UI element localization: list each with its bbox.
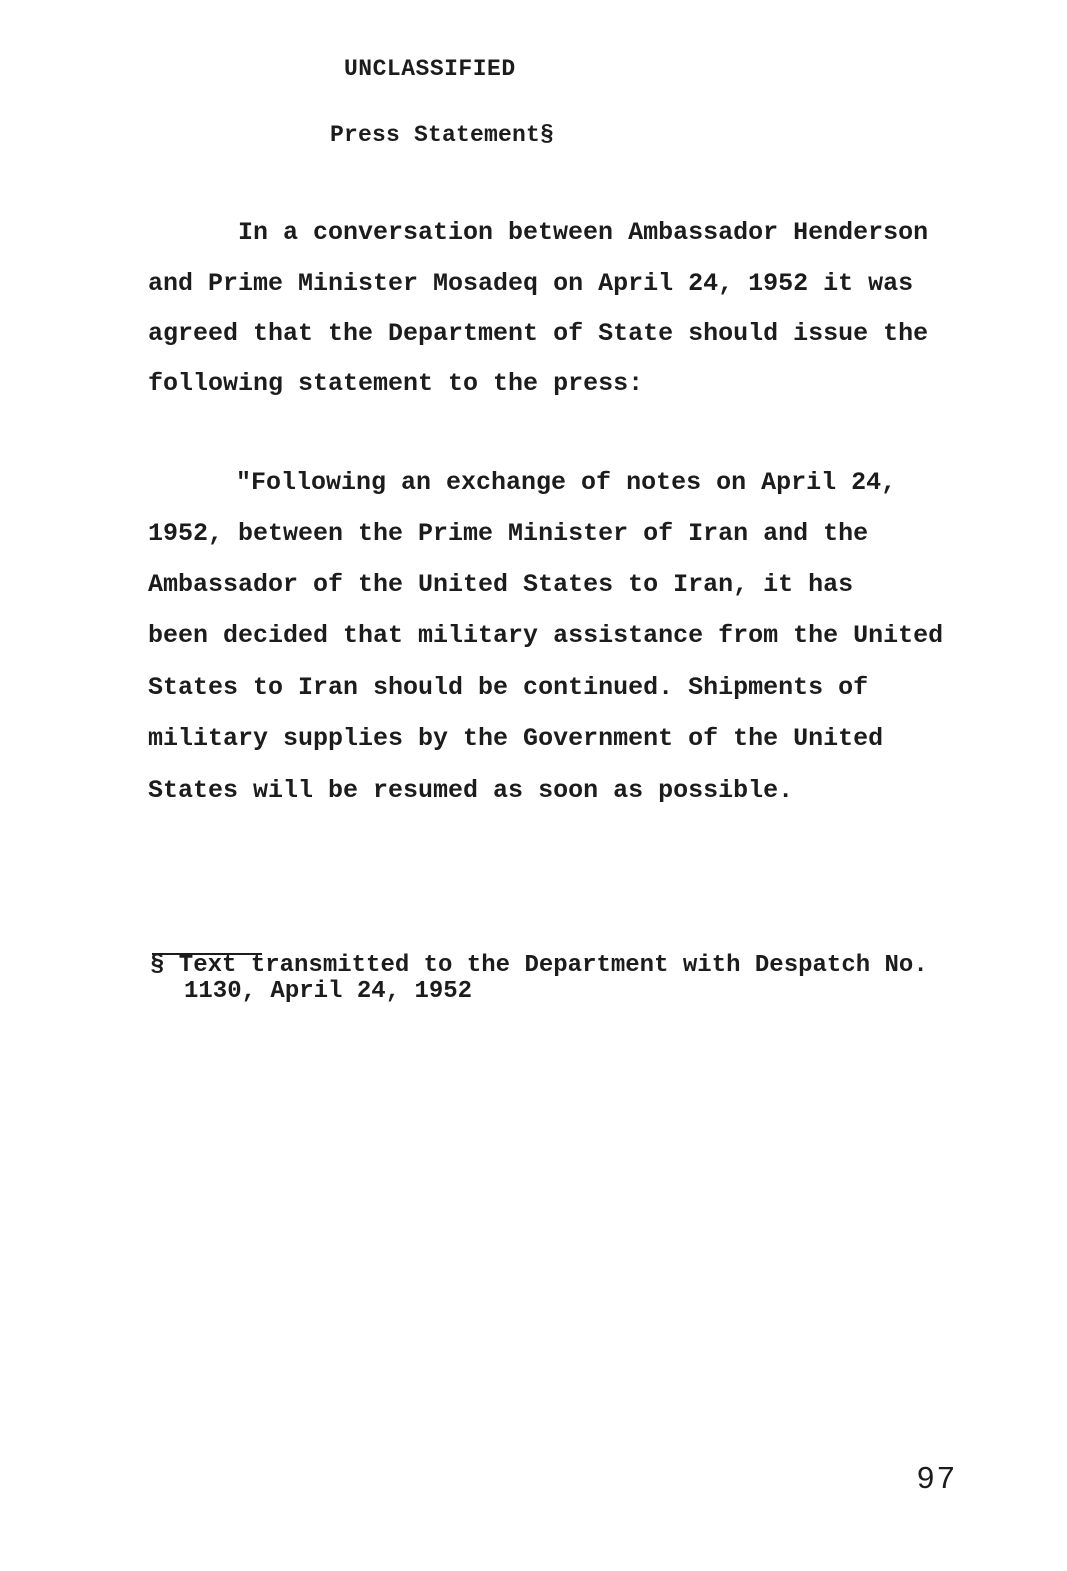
intro-line: In a conversation between Ambassador Henderson	[238, 218, 929, 247]
intro-line: agreed that the Department of State should issue the	[148, 319, 929, 348]
footnote	[150, 953, 928, 1005]
intro-line: and Prime Minister Mosadeq on April 24, 1952 it was	[148, 269, 914, 298]
statement-line: States to Iran should be continued. Shipments of	[148, 673, 869, 702]
statement-line: military supplies by the Government of the United	[148, 724, 884, 753]
footnote-line: § Text transmitted to the Department with Despatch No.	[150, 952, 928, 979]
classification-marking: UNCLASSIFIED	[344, 56, 516, 82]
statement-line: "Following an exchange of notes on April 24,	[236, 468, 897, 497]
footnote-line: 1130, April 24, 1952	[184, 978, 473, 1005]
document-title: Press Statement§	[330, 122, 555, 148]
statement-line: Ambassador of the United States to Iran, it has	[148, 570, 854, 599]
intro-line: following statement to the press:	[148, 369, 644, 398]
statement-line: States will be resumed as soon as possible.	[148, 776, 794, 805]
statement-line: been decided that military assistance from the United	[148, 621, 944, 650]
statement-line: 1952, between the Prime Minister of Iran and the	[148, 519, 869, 548]
page-number: 97	[917, 1460, 958, 1495]
